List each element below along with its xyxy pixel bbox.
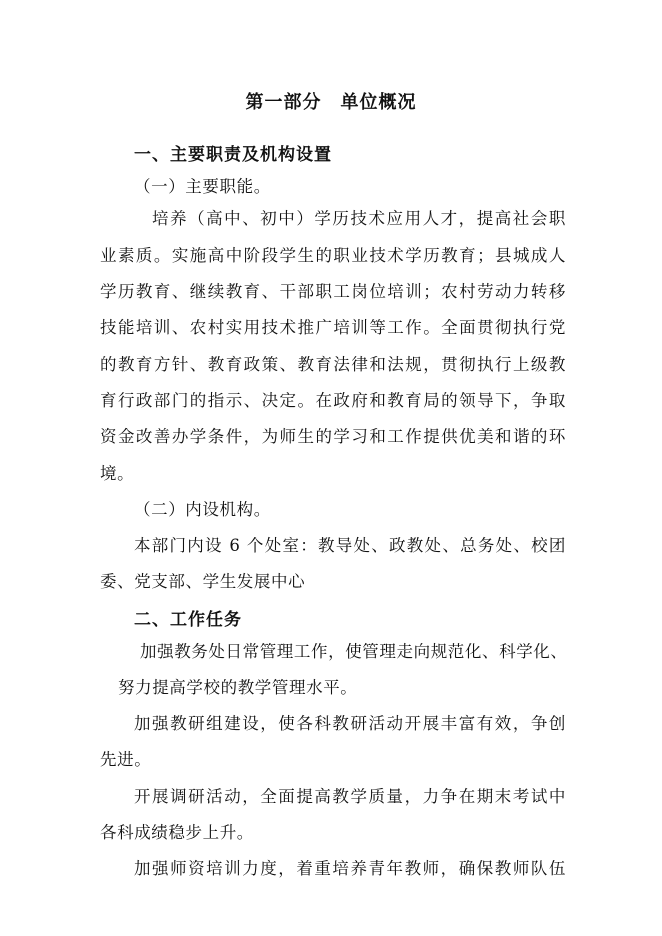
paragraph-line: 先进。 [100,750,152,769]
section-heading-tasks: 二、工作任务 [134,610,242,630]
paragraph-line: 本部门内设 6 个处室：教导处、政教处、总务处、校团 [134,536,566,555]
paragraph-line: 委、党支部、学生发展中心 [100,572,306,591]
paragraph-line: 加强教研组建设，使各科教研活动开展丰富有效，争创 [134,714,566,733]
paragraph-line: 加强师资培训力度，着重培养青年教师，确保教师队伍 [134,859,566,878]
paragraph-line: 业素质。实施高中阶段学生的职业技术学历教育；县城成人 [100,246,566,265]
paragraph-line: 各科成绩稳步上升。 [100,823,254,842]
section-heading-duties: 一、主要职责及机构设置 [134,145,332,165]
paragraph-line: 努力提高学校的教学管理水平。 [118,678,358,697]
paragraph-line: 境。 [100,464,135,483]
paragraph-line: 的教育方针、教育政策、教育法律和法规，贯彻执行上级教 [100,355,566,374]
subheading-internal-departments: （二）内设机构。 [134,500,271,519]
paragraph-line: 学历教育、继续教育、干部职工岗位培训；农村劳动力转移 [100,282,566,301]
paragraph-line: 育行政部门的指示、决定。在政府和教育局的领导下，争取 [100,391,566,410]
page-title: 第一部分 单位概况 [245,92,417,113]
paragraph-line: 加强教务处日常管理工作，使管理走向规范化、科学化、 [140,642,568,661]
subheading-main-functions: （一）主要职能。 [134,177,271,196]
paragraph-line: 技能培训、农村实用技术推广培训等工作。全面贯彻执行党 [100,318,566,337]
paragraph-line: 开展调研活动，全面提高教学质量，力争在期末考试中 [134,787,566,806]
paragraph-line: 培养（高中、初中）学历技术应用人才，提高社会职 [152,209,566,228]
paragraph-line: 资金改善办学条件，为师生的学习和工作提供优美和谐的环 [100,427,566,446]
